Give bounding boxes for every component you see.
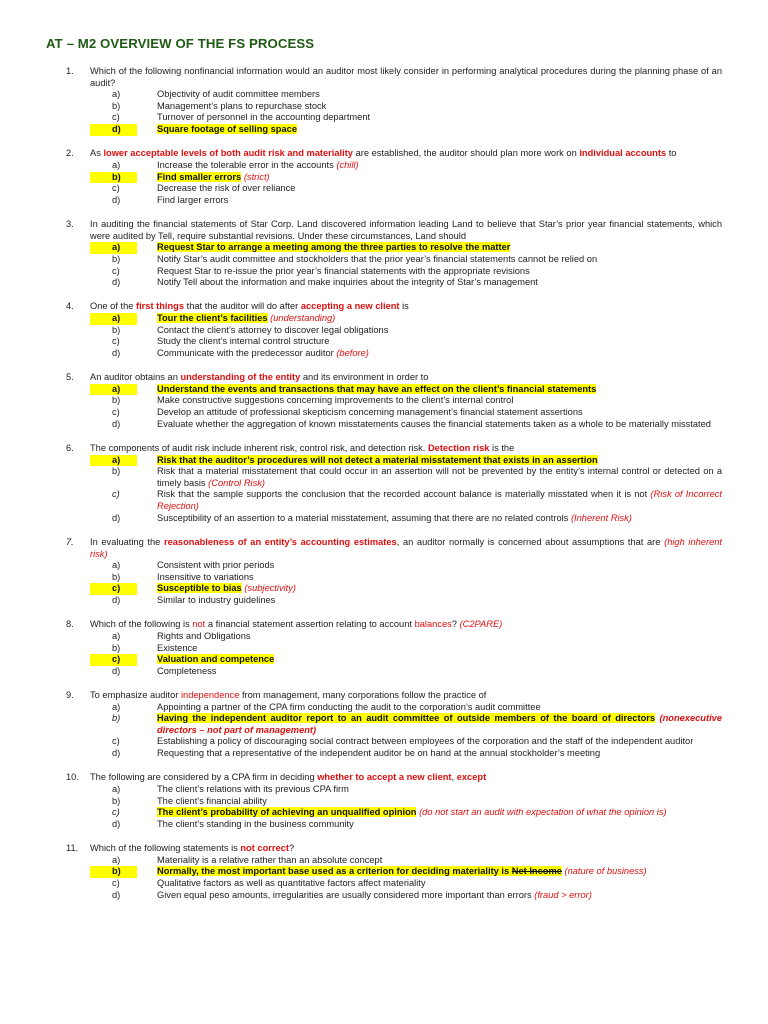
- option-b: b) Management’s plans to repurchase stock: [112, 100, 327, 111]
- question-11: [46, 843, 722, 901]
- option-d: d) Similar to industry guidelines: [112, 594, 276, 605]
- question-10: [46, 772, 722, 830]
- option-b-answer: b) Find smaller errors (strict): [90, 172, 722, 184]
- question-7: [46, 537, 722, 607]
- question-stem: In evaluating the reasonableness of an entity’s accounting estimates, an auditor normally is concerned about assumptions that are (high inherent risk): [90, 536, 722, 559]
- option-b-answer: b) Normally, the most important base used as a criterion for deciding materiality is Net Income (nature of business): [90, 866, 722, 878]
- question-number: 2.: [66, 148, 74, 159]
- option-a-answer: a) Understand the events and transactions that may have an effect on the client’s financial statements: [90, 384, 722, 396]
- option-a: a) Rights and Obligations: [112, 630, 251, 641]
- question-number: 7.: [66, 536, 74, 547]
- option-b: b) Risk that a material misstatement that could occur in an assertion will not be prevented by the entity’s internal control or detected on a timely basis (Control Risk): [112, 466, 722, 488]
- option-d: d) Evaluate whether the aggregation of known misstatements causes the financial statements taken as a whole to be materially misstated: [112, 418, 711, 429]
- option-d: d) The client’s standing in the business community: [112, 818, 354, 829]
- option-d: d) Susceptibility of an assertion to a material misstatement, assuming that there are no related controls (Inherent Risk): [112, 512, 632, 523]
- option-b: b) The client’s financial ability: [112, 795, 267, 806]
- question-3: [46, 219, 722, 289]
- question-8: [46, 619, 722, 677]
- option-a: a) Consistent with prior periods: [112, 560, 275, 571]
- question-9: [46, 690, 722, 760]
- question-6: [46, 443, 722, 524]
- option-d: d) Notify Tell about the information and make inquiries about the integrity of Star’s management: [112, 277, 538, 288]
- option-b: b) Notify Star’s audit committee and stockholders that the prior year’s financial statements cannot be relied on: [112, 253, 598, 264]
- option-a-answer: a) Request Star to arrange a meeting among the three parties to resolve the matter: [90, 242, 722, 254]
- question-number: 4.: [66, 301, 74, 312]
- option-d-answer: d) Square footage of selling space: [90, 124, 722, 136]
- page-title: AT – M2 OVERVIEW OF THE FS PROCESS: [46, 36, 315, 51]
- option-b: b) Make constructive suggestions concerning improvements to the client’s internal control: [112, 395, 514, 406]
- option-a: a) The client’s relations with its previous CPA firm: [112, 784, 349, 795]
- question-stem: An auditor obtains an understanding of the entity and its environment in order to: [90, 372, 429, 383]
- option-a: a) Objectivity of audit committee members: [112, 89, 320, 100]
- question-stem: Which of the following nonfinancial information would an auditor most likely consider in performing analytical procedures during the planning phase of an audit?: [90, 66, 722, 88]
- option-a-answer: a) Tour the client’s facilities (understanding): [90, 313, 722, 325]
- question-stem: To emphasize auditor independence from management, many corporations follow the practice of: [90, 690, 487, 701]
- option-a-answer: a) Risk that the auditor’s procedures will not detect a material misstatement that exists in an assertion: [90, 455, 722, 467]
- option-c: c) Study the client’s internal control structure: [112, 336, 330, 347]
- option-c: c) Qualitative factors as well as quantitative factors affect materiality: [112, 878, 426, 888]
- option-b-answer: b) Having the independent auditor report to an audit committee of outside members of the board of directors (nonexecutive directors – not part of management): [112, 713, 722, 735]
- option-c-answer: c) Valuation and competence: [90, 654, 722, 666]
- question-number: 1.: [66, 66, 74, 76]
- option-d: d) Find larger errors: [112, 194, 229, 205]
- option-c-answer: c) Susceptible to bias (subjectivity): [90, 583, 722, 595]
- option-b: b) Existence: [112, 642, 198, 653]
- question-number: 3.: [66, 219, 74, 230]
- question-2: [46, 148, 722, 206]
- question-stem: The following are considered by a CPA firm in deciding whether to accept a new client, except: [90, 772, 487, 783]
- question-number: 6.: [66, 443, 74, 454]
- question-1: [46, 66, 722, 136]
- option-a: a) Appointing a partner of the CPA firm conducting the audit to the corporation’s audit committee: [112, 701, 541, 712]
- option-a: a) Materiality is a relative rather than an absolute concept: [112, 854, 383, 865]
- option-c: c) Establishing a policy of discouraging social contract between employees of the corporation and the staff of the independent auditor: [112, 736, 694, 747]
- question-stem: One of the first things that the auditor will do after accepting a new client is: [90, 301, 409, 312]
- option-d: d) Requesting that a representative of the independent auditor be on hand at the annual stockholder’s meeting: [112, 748, 601, 759]
- question-4: [46, 301, 722, 359]
- question-stem: In auditing the financial statements of Star Corp. Land discovered information leading Land to believe that Star’s prior year financial statements, which were audited by Tell, require substantial revisions. Under these circumstances, Land should: [90, 219, 722, 241]
- option-c: c) Decrease the risk of over reliance: [112, 183, 296, 194]
- question-stem: As lower acceptable levels of both audit risk and materiality are established, the auditor should plan more work on individual accounts to: [90, 148, 677, 159]
- question-number: 9.: [66, 690, 74, 701]
- option-c: c) Risk that the sample supports the conclusion that the recorded account balance is materially misstated when it is not (Risk of Incorrect Rejection): [112, 489, 722, 511]
- option-a: a) Increase the tolerable error in the accounts (chill): [112, 159, 359, 170]
- option-c: c) Request Star to re-issue the prior year’s financial statements with the appropriate revisions: [112, 265, 530, 276]
- option-d: d) Completeness: [112, 665, 217, 676]
- question-stem: Which of the following statements is not correct?: [90, 843, 295, 854]
- option-c-answer: c) The client’s probability of achieving an unqualified opinion (do not start an audit with expectation of what the opinion is): [112, 807, 667, 818]
- option-b: b) Insensitive to variations: [112, 571, 254, 582]
- question-stem: The components of audit risk include inherent risk, control risk, and detection risk. Detection risk is the: [90, 443, 515, 454]
- question-number: 8.: [66, 619, 74, 630]
- option-d: d) Communicate with the predecessor auditor (before): [112, 347, 369, 358]
- question-number: 11.: [66, 843, 79, 854]
- option-d: d) Given equal peso amounts, irregularities are usually considered more important than errors (fraud > error): [112, 889, 592, 900]
- option-c: c) Turnover of personnel in the accounting department: [112, 112, 371, 123]
- question-stem: Which of the following is not a financial statement assertion relating to account balances? (C2PARE): [90, 619, 503, 630]
- question-number: 5.: [66, 372, 74, 383]
- question-number: 10.: [66, 772, 79, 783]
- option-c: c) Develop an attitude of professional skepticism concerning management’s financial statement assertions: [112, 407, 583, 418]
- option-b: b) Contact the client’s attorney to discover legal obligations: [112, 324, 389, 335]
- question-5: [46, 372, 722, 430]
